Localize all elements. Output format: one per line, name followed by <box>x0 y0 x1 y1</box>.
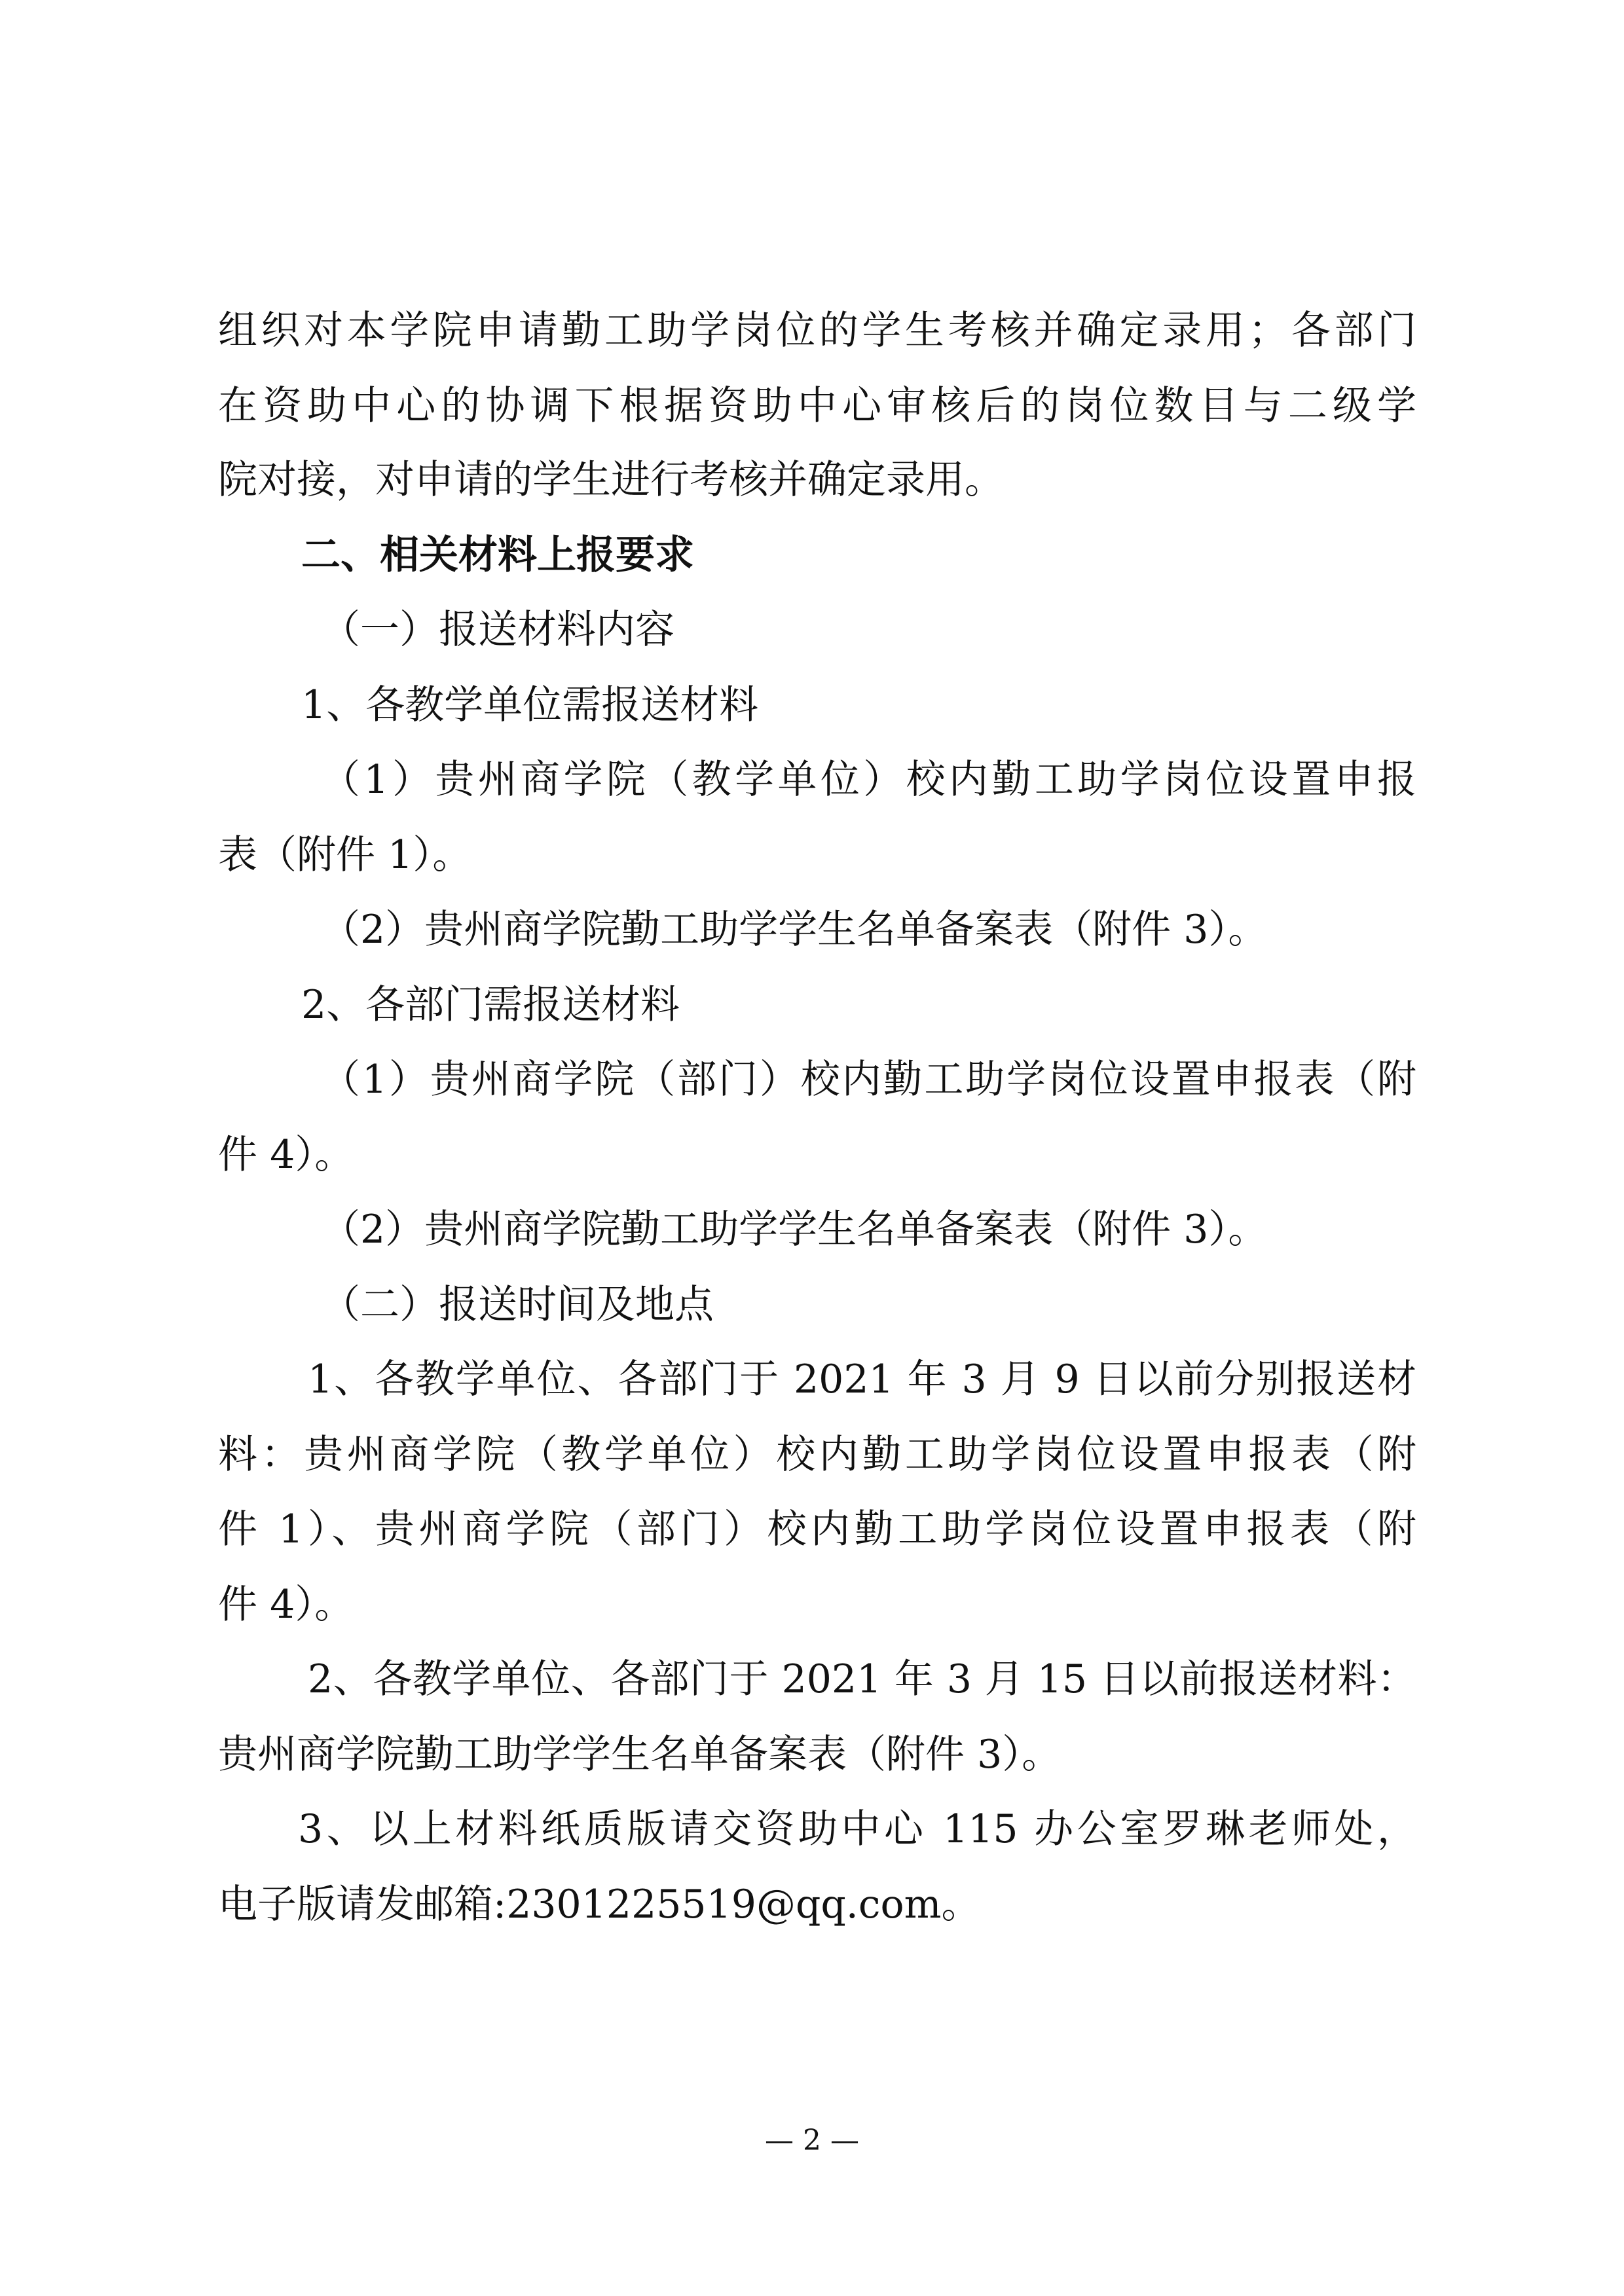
body-text-line: （1）贵州商学院（教学单位）校内勤工助学岗位设置申报 <box>321 757 1416 803</box>
body-text-line: 1、各教学单位、各部门于 2021 年 3 月 9 日以前分别报送材 <box>308 1357 1416 1402</box>
body-text-line: 2、各部门需报送材料 <box>301 982 680 1028</box>
body-text-line: 组织对本学院申请勤工助学岗位的学生考核并确定录用；各部门 <box>218 308 1416 354</box>
page-number: — 2 — <box>765 2124 859 2157</box>
body-text-line: 表（附件 1）。 <box>218 832 472 878</box>
body-text-line: 电子版请发邮箱:2301225519@qq.com。 <box>218 1882 981 1927</box>
body-text-line: 在资助中心的协调下根据资助中心审核后的岗位数目与二级学 <box>218 383 1416 429</box>
subsection-heading: （一）报送材料内容 <box>321 607 674 653</box>
body-text-line: 件 4）。 <box>218 1582 354 1628</box>
body-text-line: 贵州商学院勤工助学学生名单备案表（附件 3）。 <box>218 1732 1061 1777</box>
body-text-line: 3、以上材料纸质版请交资助中心 115 办公室罗琳老师处， <box>298 1806 1416 1852</box>
body-text-line: （1）贵州商学院（部门）校内勤工助学岗位设置申报表（附 <box>321 1057 1416 1102</box>
body-text-line: 料：贵州商学院（教学单位）校内勤工助学岗位设置申报表（附 <box>218 1432 1416 1478</box>
body-text-line: （2）贵州商学院勤工助学学生名单备案表（附件 3）。 <box>321 1207 1268 1252</box>
section-heading: 二、相关材料上报要求 <box>301 532 694 578</box>
body-text-line: 院对接，对申请的学生进行考核并确定录用。 <box>218 457 1004 503</box>
body-text-line: 2、各教学单位、各部门于 2021 年 3 月 15 日以前报送材料： <box>308 1656 1416 1702</box>
body-text-line: 件 4）。 <box>218 1132 354 1178</box>
body-text-line: 1、各教学单位需报送材料 <box>301 682 759 728</box>
body-text-line: （2）贵州商学院勤工助学学生名单备案表（附件 3）。 <box>321 907 1268 953</box>
subsection-heading: （二）报送时间及地点 <box>321 1282 714 1328</box>
body-text-line: 件 1）、贵州商学院（部门）校内勤工助学岗位设置申报表（附 <box>218 1506 1416 1552</box>
